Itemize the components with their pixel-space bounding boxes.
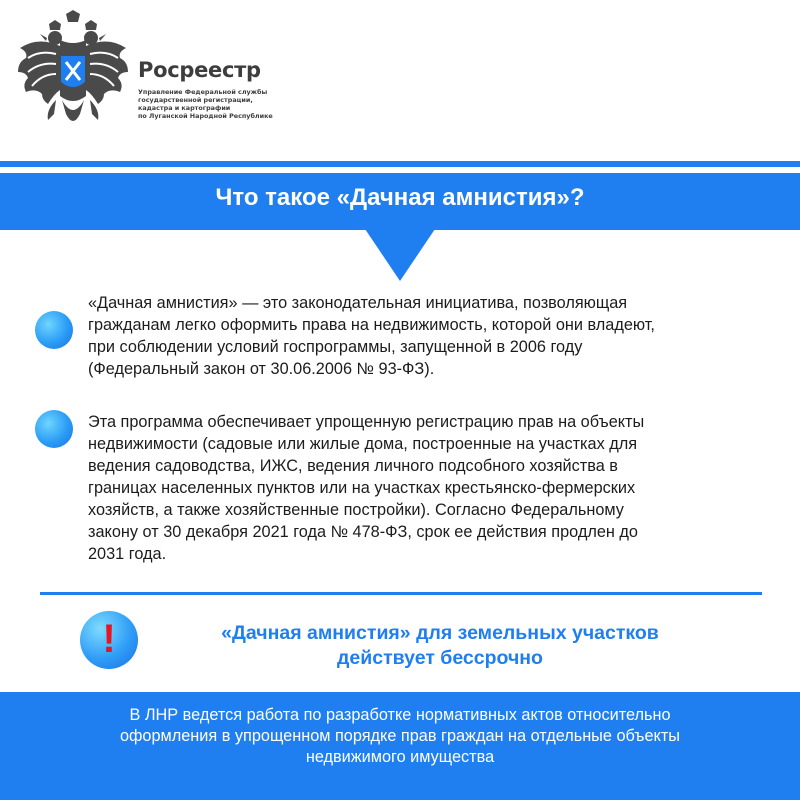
paragraph-line: границах населенных пунктов или на участках крестьянско-фермерских	[88, 479, 636, 497]
exclamation-mark: !	[102, 617, 116, 661]
divider	[40, 592, 762, 595]
org-subtitle-line: по Луганской Народной Республике	[138, 112, 273, 120]
note-highlight	[150, 621, 730, 671]
note-line: действует бессрочно	[337, 647, 543, 669]
org-subtitle-line: государственной регистрации,	[138, 96, 253, 104]
paragraph-line: Эта программа обеспечивает упрощенную регистрацию прав на объекты	[88, 413, 645, 431]
exclamation-icon	[80, 611, 138, 669]
footer-line: недвижимого имущества	[305, 748, 495, 766]
paragraph-line: хозяйств, а также хозяйственные постройки). Согласно Федеральному	[88, 501, 624, 519]
paragraph-definition	[88, 292, 778, 380]
paragraph-line: (Федеральный закон от 30.06.2006 № 93-ФЗ).	[88, 360, 435, 378]
double-headed-eagle-emblem-icon	[16, 10, 131, 132]
paragraph-line: при соблюдении условий госпрограммы, запущенной в 2006 году	[88, 338, 583, 356]
org-subtitle-line: кадастра и картографии	[138, 104, 231, 112]
paragraph-line: ведения садоводства, ИЖС, ведения личного подсобного хозяйства в	[88, 457, 618, 475]
org-name: Росреестр	[138, 58, 261, 82]
title-band-stripe	[0, 161, 800, 167]
paragraph-line: закону от 30 декабря 2021 года № 478-ФЗ, срок ее действия продлен до	[88, 523, 638, 541]
paragraph-line: 2031 года.	[88, 545, 167, 563]
paragraph-line: недвижимости (садовые или жилые дома, построенные на участках для	[88, 435, 638, 453]
header	[16, 10, 436, 135]
page-title: Что такое «Дачная амнистия»?	[215, 184, 585, 211]
paragraph-line: гражданам легко оформить права на недвижимость, которой они владеют,	[88, 316, 655, 334]
org-subtitle-line: Управление Федеральной службы	[138, 88, 268, 96]
bullet-circle-icon	[35, 311, 73, 349]
paragraph-program	[88, 411, 778, 565]
footer-text	[0, 705, 800, 768]
arrow-down-icon	[365, 229, 435, 281]
note-line: «Дачная амнистия» для земельных участков	[221, 622, 659, 644]
footer-line: оформления в упрощенном порядке прав граждан на отдельные объекты	[119, 727, 681, 745]
footer-line: В ЛНР ведется работа по разработке нормативных актов относительно	[129, 706, 671, 724]
paragraph-line: «Дачная амнистия» — это законодательная инициатива, позволяющая	[88, 294, 628, 312]
bullet-circle-icon	[35, 410, 73, 448]
org-subtitle	[138, 88, 308, 120]
